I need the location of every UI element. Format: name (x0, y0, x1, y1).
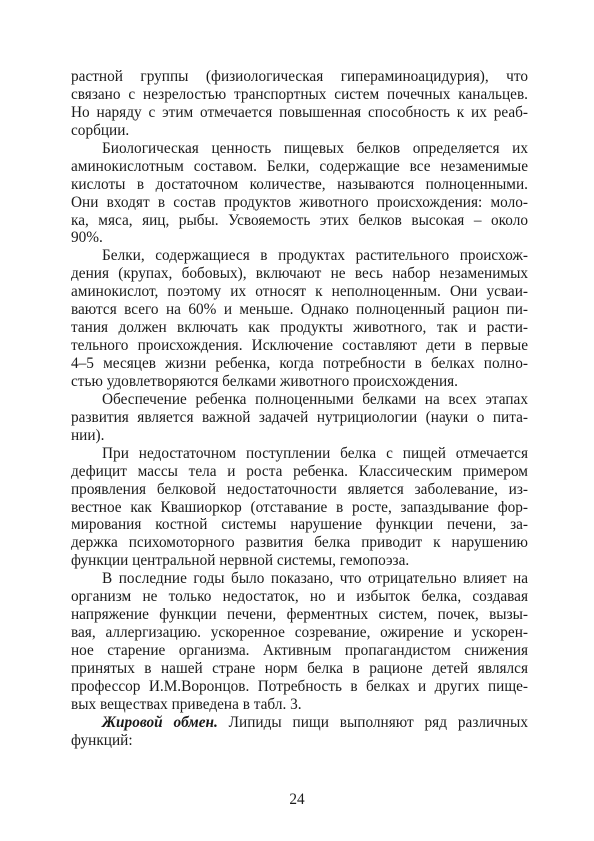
text-line: тания должен включать как продукты животного, так и расти- (71, 319, 528, 337)
text-line: Обеспечение ребенка полноценными белками на всех этапах (102, 390, 528, 408)
text-line: 90%. (71, 229, 103, 247)
text-line: аминокислотным составом. Белки, содержащие все незаменимые (71, 157, 528, 175)
paragraph (71, 140, 528, 248)
text-line: Биологическая ценность пищевых белков определяется их (102, 139, 528, 157)
text-line: проявления белковой недостаточности является заболевание, из- (71, 480, 528, 498)
text-line: Но наряду с этим отмечается повышенная способность к их реаб- (71, 103, 528, 121)
text-line: функции центральной нервной системы, гемопоэза. (71, 552, 410, 570)
text-line: мирования костной системы нарушение функции печени, за- (71, 516, 528, 534)
text-line (71, 714, 528, 732)
text-line: стью удовлетворяются белками животного происхождения. (71, 372, 458, 390)
text-line: дефицит массы тела и роста ребенка. Классическим примером (71, 462, 528, 480)
text-line: растной группы (физиологическая гипераминоацидурия), что (71, 68, 528, 85)
text-line: Они входят в состав продуктов животного происхождения: моло- (71, 193, 528, 211)
text-line: Белки, содержащиеся в продуктах растительного происхож- (102, 247, 528, 265)
text-line: нии). (71, 426, 105, 444)
text-line: вестное как Квашиоркор (отставание в росте, запаздывание фор- (71, 498, 528, 516)
text-line: аминокислот, поэтому их относят к неполноценным. Они усваи- (71, 283, 528, 301)
text-line: ка, мяса, яиц, рыбы. Усвояемость этих белков высокая – около (71, 211, 528, 229)
text-line: ное старение организма. Активным пропагандистом снижения (71, 642, 528, 659)
text-line: вых веществах приведена в табл. 3. (71, 695, 302, 713)
text-line: При недостаточном поступлении белка с пищей отмечается (102, 444, 528, 462)
page-body (71, 68, 528, 750)
text-line: держка психомоторного развития белка приводит к нарушению (71, 534, 528, 552)
text-line: ваются всего на 60% и меньше. Однако полноценный рацион пи- (71, 301, 528, 319)
text-line: развития является важной задачей нутрициологии (науки о пита- (71, 408, 528, 426)
text-line: принятых в нашей стране норм белка в рационе детей являлся (71, 659, 528, 677)
paragraph (71, 445, 528, 571)
text-line: организм не только недостаток, но и избыток белка, создавая (71, 588, 528, 606)
text-line: 4–5 месяцев жизни ребенка, когда потребности в белках полно- (71, 355, 528, 372)
paragraph (71, 570, 528, 714)
paragraph (71, 68, 528, 140)
paragraph (71, 247, 528, 391)
text-line: профессор И.М.Воронцов. Потребность в белках и других пище- (71, 677, 528, 695)
paragraph (71, 714, 528, 750)
text-line: связано с незрелостью транспортных систем почечных канальцев. (71, 85, 528, 103)
paragraph (71, 391, 528, 445)
text-line: вая, аллергизацию. ускоренное созревание, ожирение и ускорен- (71, 624, 528, 642)
text-line: сорбции. (71, 121, 130, 139)
text-line: напряжение функции печени, ферментных систем, почек, вызы- (71, 606, 528, 624)
text-run: Липиды пищи выполняют ряд различных (217, 713, 528, 731)
text-line: тельного происхождения. Исключение составляют дети в первые (71, 337, 528, 355)
page-number: 24 (289, 791, 305, 808)
section-heading: Жировой обмен. (102, 713, 218, 731)
text-line: кислоты в достаточном количестве, называются полноценными. (71, 175, 528, 193)
text-line: В последние годы было показано, что отрицательно влияет на (102, 570, 528, 588)
text-line: дения (крупах, бобовых), включают не весь набор незаменимых (71, 265, 528, 283)
text-line: функций: (71, 731, 133, 749)
